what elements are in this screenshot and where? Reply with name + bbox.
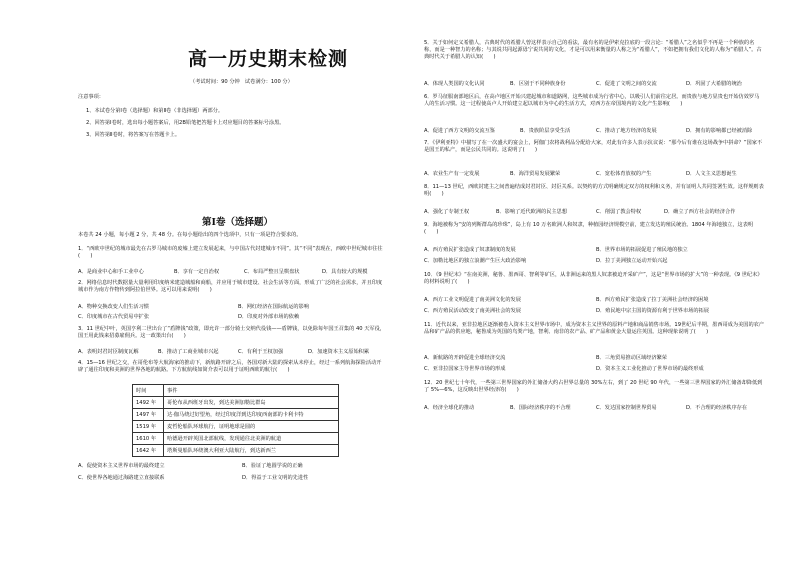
option: D．加速资本主义原始积累 <box>308 349 370 355</box>
option: B．三角贸易推动区域经济繁荣 <box>596 355 667 361</box>
option: D．人文主义思想诞生 <box>686 171 737 177</box>
question-3: 3．11 世纪中叶，英国亨利二世出台了“盾牌钱”政策，即允许一部分骑士交纳代役钱——盾牌钱，以免除每年国王召集的 40 天军役，国王用此钱来招募雇佣兵。这一政策出台( ) <box>78 326 385 340</box>
table-cell: 1497 年 <box>133 409 164 421</box>
option: D．资本主义工业化推动了世界市场的最终形成 <box>596 366 704 372</box>
option: C．使世界各地通过海路建立直接联系 <box>78 475 165 481</box>
option: B．西方殖民扩张造成了拉丁美洲社会经济的困境 <box>596 297 709 303</box>
option: B．区别于不同种族身份 <box>510 81 566 87</box>
notice-item: 1、本试卷分第Ⅰ卷（选择题）和第Ⅱ卷（非选择题）两部分。 <box>86 108 224 114</box>
question-2: 2．网络信息时代数据量大量利用印度纳米建造城船和商船，并应用于城市建设、社会生活等方面，形成了广泛的社会需求，并且印度城市作为南方作物传到阿拉伯世界。这可以用来说明( ) <box>78 280 383 294</box>
table-row <box>133 445 339 457</box>
table-cell: 哥伦布从西班牙出发，到达美洲加勒比群岛 <box>164 397 339 409</box>
option: A．经济全球化的推动 <box>424 405 475 411</box>
option: A．新航路的开辟促进全球经济交流 <box>424 355 506 361</box>
option: C．宽松体育放权的产生 <box>596 171 652 177</box>
option: D．拥有的影响都已经被消除 <box>686 128 753 134</box>
option: A．农业生产有一定发展 <box>424 171 480 177</box>
option: C．有利于王权加强 <box>238 349 284 355</box>
question-7: 7．《伊利亚特》中描写了在一次盛大的宴会上，阿伽门农将战利品分配给大家，对此有许多人表示抗议说：“那今后有谁在这场战争中拼命？”国家不是国王的私产，而是公民共同的。这说明了( ) <box>424 140 763 154</box>
table-cell: 麦哲伦船队环球航行，证明地球是圆的 <box>164 421 339 433</box>
option: C．发达国家控制世界贸易 <box>596 405 657 411</box>
question-1: 1．“西欧中世纪的城市最先在古罗马城市的废墟上建立发展起来，与中国古代封建城市不同”。其“不同”表现在，西欧中世纪城市往往( ) <box>78 246 383 260</box>
table-cell: 1642 年 <box>133 445 164 457</box>
option: A．西方殖民扩张造成了奴隶制度的发展 <box>424 247 516 253</box>
table-cell: 1492 年 <box>133 397 164 409</box>
table-row <box>133 409 339 421</box>
exam-meta: （考试时间：90 分钟 试卷满分：100 分） <box>190 79 293 85</box>
option: B．影响了近代欧洲的民主思想 <box>496 209 567 215</box>
question-5: 5．关于如何定义希腊人，古典时代的希腊人曾这样表示自己的看法，最有名的是伊索克拉底的一段言论：“希腊人”之名似乎不再是一个种族的名称，而是一种智力的名称；与其说共同起源毋宁说共同的文化，才是可以用来衡量的人称之为“希腊人”，不如把拥有我们文化的人称为“希腊人”。古典时代关于希腊人的认知( ) <box>424 40 762 61</box>
table-row <box>133 433 339 445</box>
option: B．网红经济在国际航运的影响 <box>238 304 309 310</box>
option: B．海洋贸易发展繁荣 <box>510 171 561 177</box>
option: B．国际经济秩序的不合理 <box>510 405 571 411</box>
table-cell: 哈德逊开辟英国北部航线，发现通往北美洲的航道 <box>164 433 339 445</box>
option: A．是商业中心和手工业中心 <box>78 269 144 275</box>
option: B．验证了地圆学说的正确 <box>242 463 303 469</box>
option: D．具有较大的规模 <box>322 269 368 275</box>
option: C．布局严整且呈棋盘状 <box>244 269 300 275</box>
question-10: 10．《9 世纪末》“在南美洲，秘鲁、墨西哥、智利等矿区，从非洲运来的黑人奴隶被迫开采矿产”，这是“世界市场的扩大”的一种表现。《9 世纪末》的材料说明了( ) <box>424 272 763 286</box>
question-12: 12．20 世纪七十年代，一些第三世界国家的外汇储备大约占世界总量的 30%左右，到了 20 世纪 90 年代，一些第三世界国家的外汇储备却降低到了 5%—6%，这反映出世界经济的( ) <box>424 380 763 394</box>
option: A．促使资本主义世界市场的最终建立 <box>78 463 165 469</box>
option: C．推动了地方经济的发展 <box>596 128 657 134</box>
option: A．体现人类国的文化认同 <box>424 81 485 87</box>
section-title: 第Ⅰ卷（选择题） <box>202 217 273 228</box>
option: D．印度对外部市场的依赖 <box>238 314 300 320</box>
option: D．巩固了大希腊的统治 <box>686 81 742 87</box>
option: C．印度城市在古代贸易中扩张 <box>78 314 150 320</box>
question-11: 11．近代以来，亚非拉地区逐渐被卷入资本主义世界市场中，成为资本主义世界的原料产地和商品销售市场。19世纪后半期，墨西哥成为美国的农产品和矿产品的供应地，秘鲁成为英国的鸟粪产地，智利、南非的农产品、矿产品和黄金大量运往英国。这种现象说明了( ) <box>424 322 765 336</box>
table-cell: 1610 年 <box>133 433 164 445</box>
option: B．推动了工商业城市兴起 <box>158 349 219 355</box>
table-cell: 1519 年 <box>133 421 164 433</box>
section-intro: 本卷共 24 小题，每小题 2 分，共 48 分。在每小题给出的四个选项中，只有一项是符合要求的。 <box>78 232 302 238</box>
table-cell: 塔斯曼船队环绕澳大利亚大陆航行，到达新西兰 <box>164 445 339 457</box>
option: B．享有一定自治权 <box>174 269 220 275</box>
option: B．贵族阶层享受生活 <box>520 128 571 134</box>
option: C．西方殖民活动改变了南美洲社会的发展 <box>424 308 521 314</box>
option: A．强化了专制王权 <box>424 209 470 215</box>
notice-item: 2、回答第Ⅰ卷时，选出每小题答案后，用2B铅笔把答题卡上对应题目的答案标号涂黑。 <box>86 120 285 126</box>
notice-item: 3、回答第Ⅱ卷时，将答案写在答题卡上。 <box>86 132 181 138</box>
option: A．表明封君封臣制度瓦解 <box>78 349 139 355</box>
question-8: 8．11—13 世纪，西欧封建主之间普遍结成封君封臣、封臣关系。以契约的方式明确规定双方的权利和义务，并有证明人共同签署生效。这样规则表明( ) <box>424 184 764 198</box>
option: D．不合理的经济秩序存在 <box>686 405 748 411</box>
question-4: 4．15—16 世纪之交，在哥伦布等大航海家的推动下，新航路开辟之后，各国对新大陆的探索从未停止，经过一系列航海探险活动开辟了通往印度和美洲的世界各地的航路。下方航航线如简介表可以用于证明西欧的航行( ) <box>78 360 382 374</box>
option: A．促进了西方文明的交流互鉴 <box>424 128 495 134</box>
option: B．世界市场的拓展促进了殖民地的独立 <box>596 247 688 253</box>
option: C．亚非拉国家主导世界市场的形成 <box>424 366 506 372</box>
question-6: 6．罗马征服南部地区后，在高卢地区开始兴建起城市和道路网，这些城市成为行省中心，以吸引人们前往定居。而贵族与地方显贵也开始仿效罗马人的生活习惯。这一过程使高卢人开始建立起以城市为中心的生活方式，对西方在帝国境内的文化产生影响( ) <box>424 94 760 108</box>
table-header: 事件 <box>164 385 339 397</box>
option: C．削弱了教会特权 <box>596 209 642 215</box>
table-cell: 达·伽马绕过好望角，经过印度洋到达印度西南部的卡利卡特 <box>164 409 339 421</box>
option: D．拉丁美洲独立运动开始兴起 <box>596 258 668 264</box>
option: C．加勒比地区的独立浪潮产生巨大政治影响 <box>424 258 527 264</box>
option: D．殖民地中宗主国的资源有利于世界市场的拓展 <box>596 308 709 314</box>
table-header: 时间 <box>133 385 164 397</box>
option: D．得益于工业文明的先进性 <box>242 475 309 481</box>
notice-heading: 注意事项： <box>78 94 104 100</box>
table-row <box>133 397 339 409</box>
voyage-table <box>132 384 339 457</box>
table-row <box>133 421 339 433</box>
option: D．确立了西方社会的经济合作 <box>664 209 736 215</box>
exam-title: 高一历史期末检测 <box>188 48 349 70</box>
option: A．物种交换改变人们生活习惯 <box>78 304 149 310</box>
option: C．促进了文明之间的交流 <box>596 81 657 87</box>
option: A．西方工业文明促进了南美洲文化的发展 <box>424 297 521 303</box>
question-9: 9．海地被称为“安的列斯群岛的珍珠”，岛上有 10 万名欧洲人和奴隶，种植园经济规模空前，建立发达的殖民统治。1804 年海地独立，这表明( ) <box>424 222 754 236</box>
